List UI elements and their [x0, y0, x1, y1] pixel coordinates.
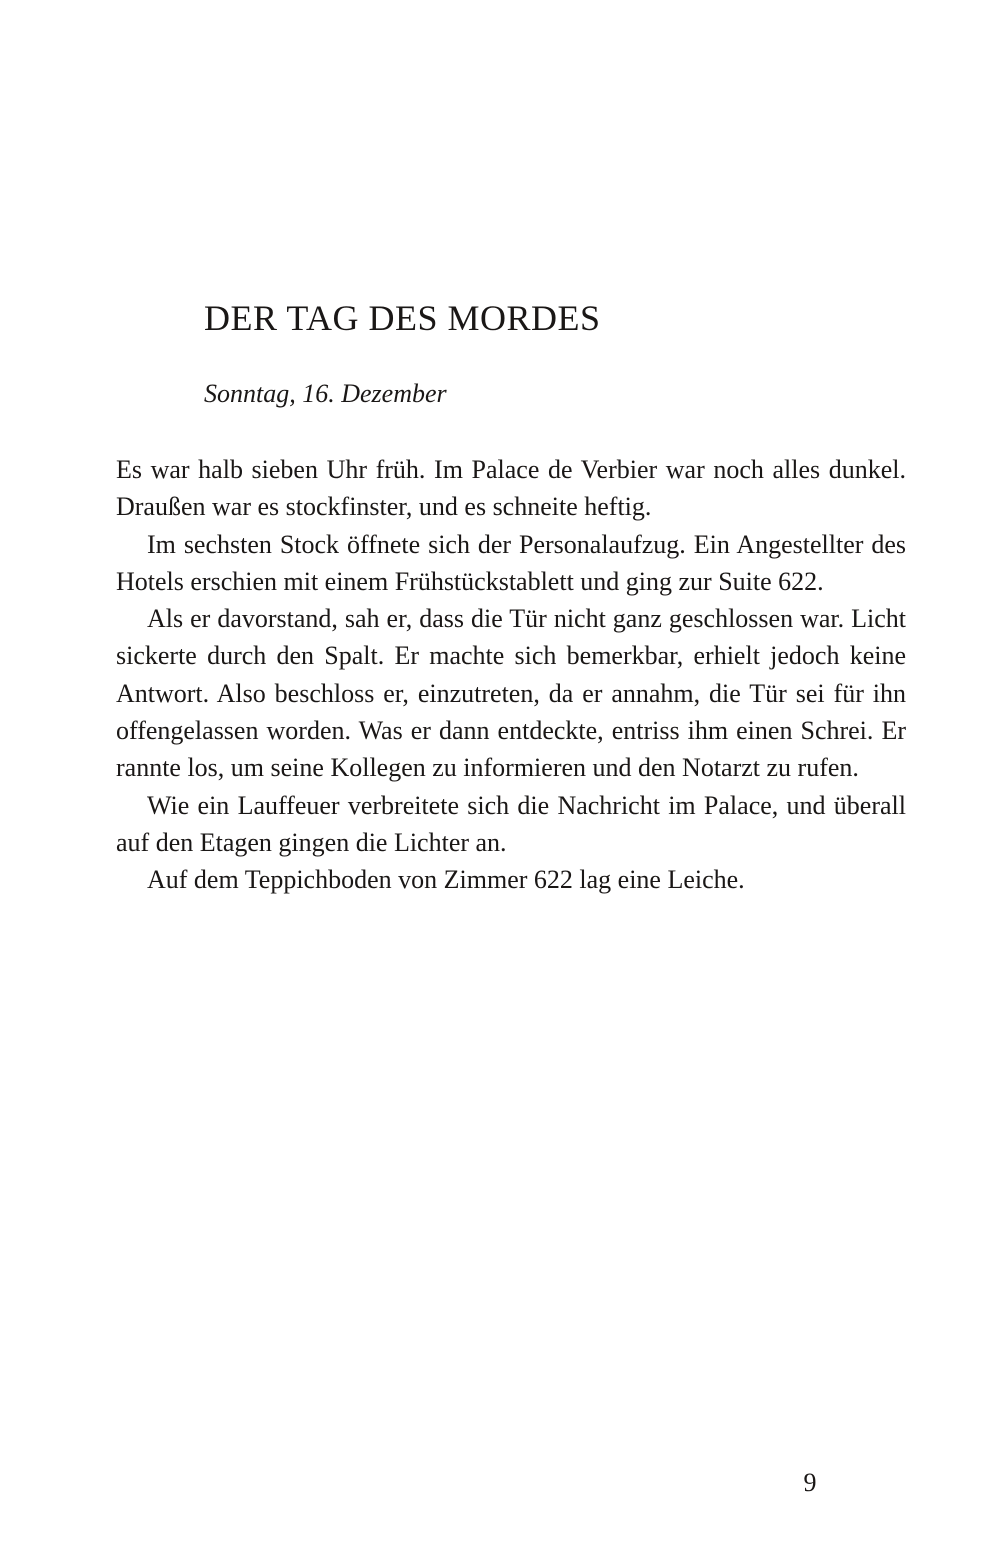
page-number: 9: [803, 1468, 817, 1497]
paragraph: Es war halb sieben Uhr früh. Im Palace de Verbier war noch alles dunkel. Draußen war es stockfinster, und es schneite heftig.: [116, 455, 906, 522]
paragraph: Auf dem Teppichboden von Zimmer 622 lag eine Leiche.: [147, 865, 745, 895]
chapter-title: DER TAG DES MORDES: [204, 298, 601, 338]
chapter-date: Sonntag, 16. Dezember: [204, 379, 447, 408]
paragraph: Wie ein Lauffeuer verbreitete sich die Nachricht im Palace, und überall auf den Etagen gingen die Lichter an.: [116, 790, 906, 857]
paragraph: Im sechsten Stock öffnete sich der Personalaufzug. Ein Angestellter des Hotels erschien mit einem Frühstückstablett und ging zur Suite 622.: [116, 529, 906, 596]
paragraph: Als er davorstand, sah er, dass die Tür nicht ganz geschlossen war. Licht sickerte durch den Spalt. Er machte sich bemerkbar, erhielt jedoch keine Antwort. Also beschloss er, einzutreten, da er annahm, die Tür sei für ihn offengelassen worden. Was er dann entdeckte, entriss ihm einen Schrei. Er rannte los, um seine Kollegen zu informieren und den Notarzt zu rufen.: [116, 604, 906, 783]
body-text: [116, 451, 906, 899]
